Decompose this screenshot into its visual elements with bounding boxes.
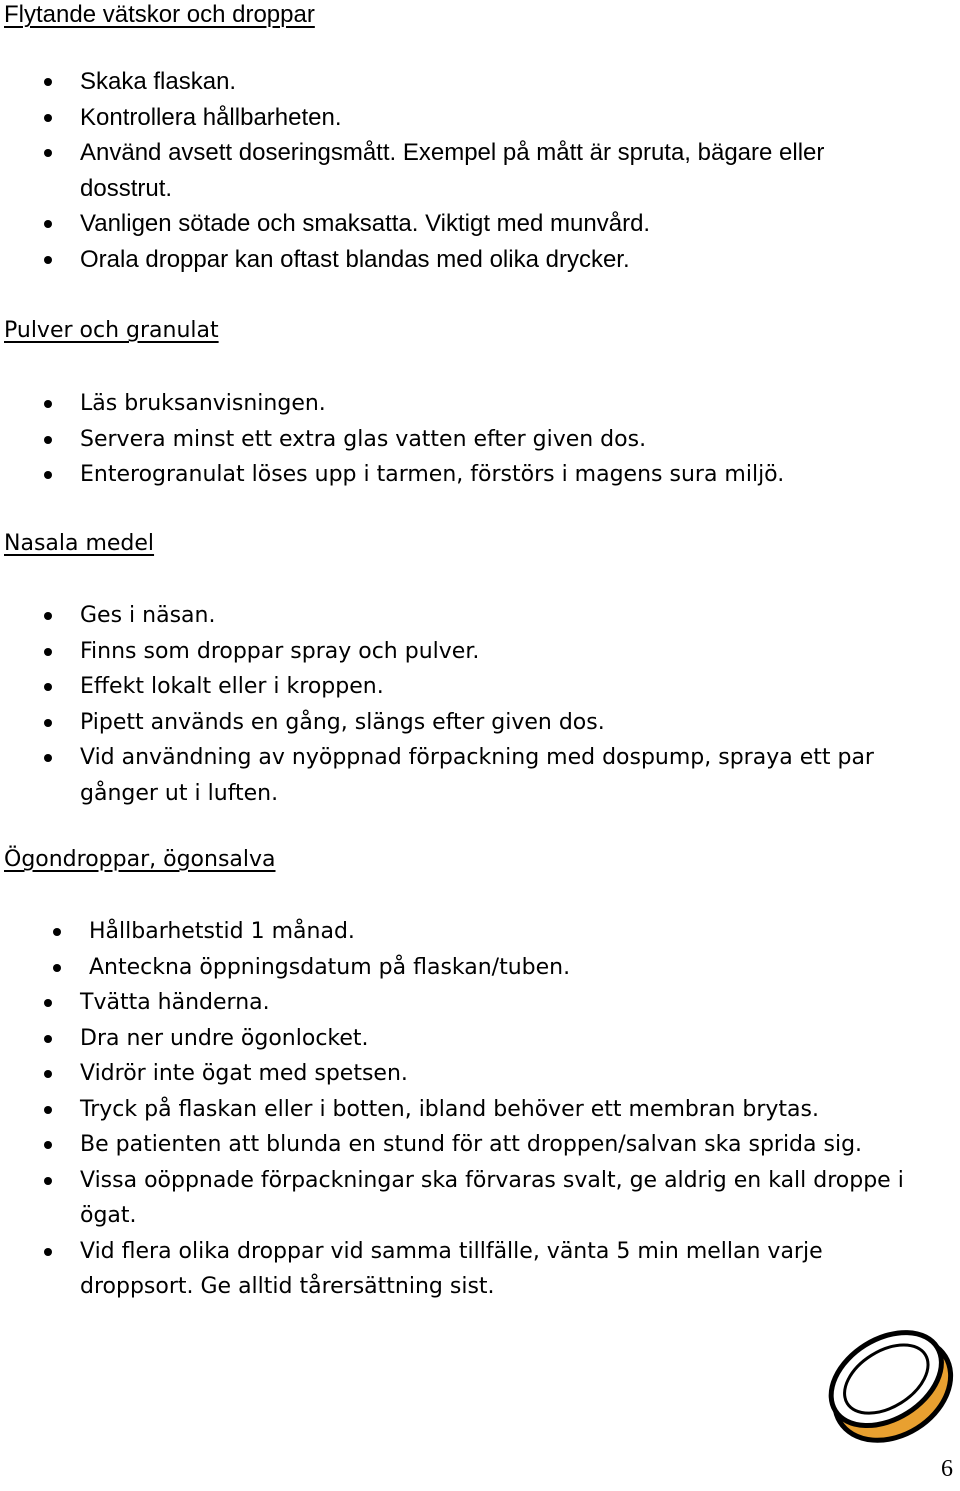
list-item-text: Hållbarhetstid 1 månad. — [89, 919, 355, 944]
list-item-text: Effekt lokalt eller i kroppen. — [80, 674, 384, 699]
list-item — [0, 598, 960, 634]
list-item-text: Pipett används en gång, slängs efter given dos. — [80, 709, 605, 735]
bullet-icon — [44, 719, 52, 727]
list-item-continuation — [0, 171, 960, 207]
bullet-icon — [44, 612, 52, 620]
list-item — [0, 64, 960, 100]
list-item — [0, 740, 960, 776]
section-heading-powder: Pulver och granulat — [4, 318, 219, 343]
list-item-continuation — [0, 1198, 960, 1234]
list-item-text: Vissa oöppnade förpackningar ska förvaras svalt, ge aldrig en kall droppe i — [80, 1167, 904, 1193]
list-item-text: Vid användning av nyöppnad förpackning med dospump, spraya ett par — [80, 745, 874, 770]
bullet-icon — [44, 999, 52, 1007]
list-item — [0, 1092, 960, 1128]
list-item — [0, 914, 960, 950]
section-heading-eye: Ögondroppar, ögonsalva — [4, 847, 276, 872]
list-item-text: Vid flera olika droppar vid samma tillfälle, vänta 5 min mellan varje — [80, 1238, 823, 1264]
bullet-icon — [44, 1141, 52, 1149]
bullet-icon — [44, 683, 52, 691]
list-item-text: ögat. — [80, 1203, 137, 1228]
pill-icon — [815, 1310, 960, 1460]
list-item-text: Dra ner undre ögonlocket. — [80, 1025, 369, 1051]
bullet-icon — [53, 928, 61, 936]
list-item — [0, 1056, 960, 1092]
list-item-text: Vanligen sötade och smaksatta. Viktigt med munvård. — [80, 210, 651, 237]
list-item-continuation — [0, 1269, 960, 1305]
list-item — [0, 206, 960, 242]
list-item — [0, 242, 960, 278]
list-liquids — [0, 64, 960, 277]
list-item-text: Servera minst ett extra glas vatten efter given dos. — [80, 426, 647, 452]
section-heading-liquids: Flytande vätskor och droppar — [4, 1, 315, 28]
bullet-icon — [44, 149, 52, 157]
bullet-icon — [44, 1248, 52, 1256]
bullet-icon — [44, 648, 52, 656]
list-item-text: Skaka flaskan. — [80, 68, 237, 95]
list-item — [0, 669, 960, 705]
list-item-text: gånger ut i luften. — [80, 780, 279, 806]
list-item-text: Läs bruksanvisningen. — [80, 391, 326, 416]
list-item — [0, 100, 960, 136]
list-item — [0, 950, 960, 986]
bullet-icon — [44, 436, 52, 444]
list-item — [0, 705, 960, 741]
list-item — [0, 422, 960, 458]
list-item — [0, 386, 960, 422]
list-item-text: dosstrut. — [80, 174, 173, 202]
bullet-icon — [44, 1070, 52, 1078]
list-item-text: Använd avsett doseringsmått. Exempel på mått är spruta, bägare eller — [80, 139, 825, 166]
bullet-icon — [44, 1035, 52, 1043]
list-item-text: Tryck på flaskan eller i botten, ibland behöver ett membran brytas. — [80, 1096, 819, 1122]
bullet-icon — [44, 1106, 52, 1114]
list-item-text: Enterogranulat löses upp i tarmen, förstörs i magens sura miljö. — [80, 462, 785, 487]
list-item — [0, 457, 960, 493]
list-item — [0, 1127, 960, 1163]
list-item — [0, 634, 960, 670]
list-item — [0, 1234, 960, 1270]
list-item-text: Vidrör inte ögat med spetsen. — [80, 1061, 408, 1086]
list-item-text: Orala droppar kan oftast blandas med olika drycker. — [80, 245, 630, 273]
list-item-text: Be patienten att blunda en stund för att droppen/salvan ska sprida sig. — [80, 1132, 863, 1157]
list-item-text: Tvätta händerna. — [80, 990, 270, 1015]
list-item-text: Kontrollera hållbarheten. — [80, 103, 342, 131]
bullet-icon — [44, 754, 52, 762]
bullet-icon — [44, 78, 52, 86]
list-item-text: Anteckna öppningsdatum på flaskan/tuben. — [89, 954, 571, 980]
bullet-icon — [44, 114, 52, 122]
list-item-continuation — [0, 776, 960, 812]
section-heading-nasal: Nasala medel — [4, 531, 155, 556]
list-item — [0, 985, 960, 1021]
bullet-icon — [53, 964, 61, 972]
bullet-icon — [44, 220, 52, 228]
bullet-icon — [44, 471, 52, 479]
list-eye — [0, 914, 960, 1305]
bullet-icon — [44, 400, 52, 408]
bullet-icon — [44, 1177, 52, 1185]
list-item — [0, 1021, 960, 1057]
list-item-text: droppsort. Ge alltid tårersättning sist. — [80, 1274, 495, 1299]
list-item — [0, 1163, 960, 1199]
page-number: 6 — [941, 1456, 953, 1482]
list-item-text: Ges i näsan. — [80, 603, 216, 628]
bullet-icon — [44, 256, 52, 264]
list-item-text: Finns som droppar spray och pulver. — [80, 638, 480, 664]
list-item — [0, 135, 960, 171]
list-powder — [0, 386, 960, 493]
list-nasal — [0, 598, 960, 811]
